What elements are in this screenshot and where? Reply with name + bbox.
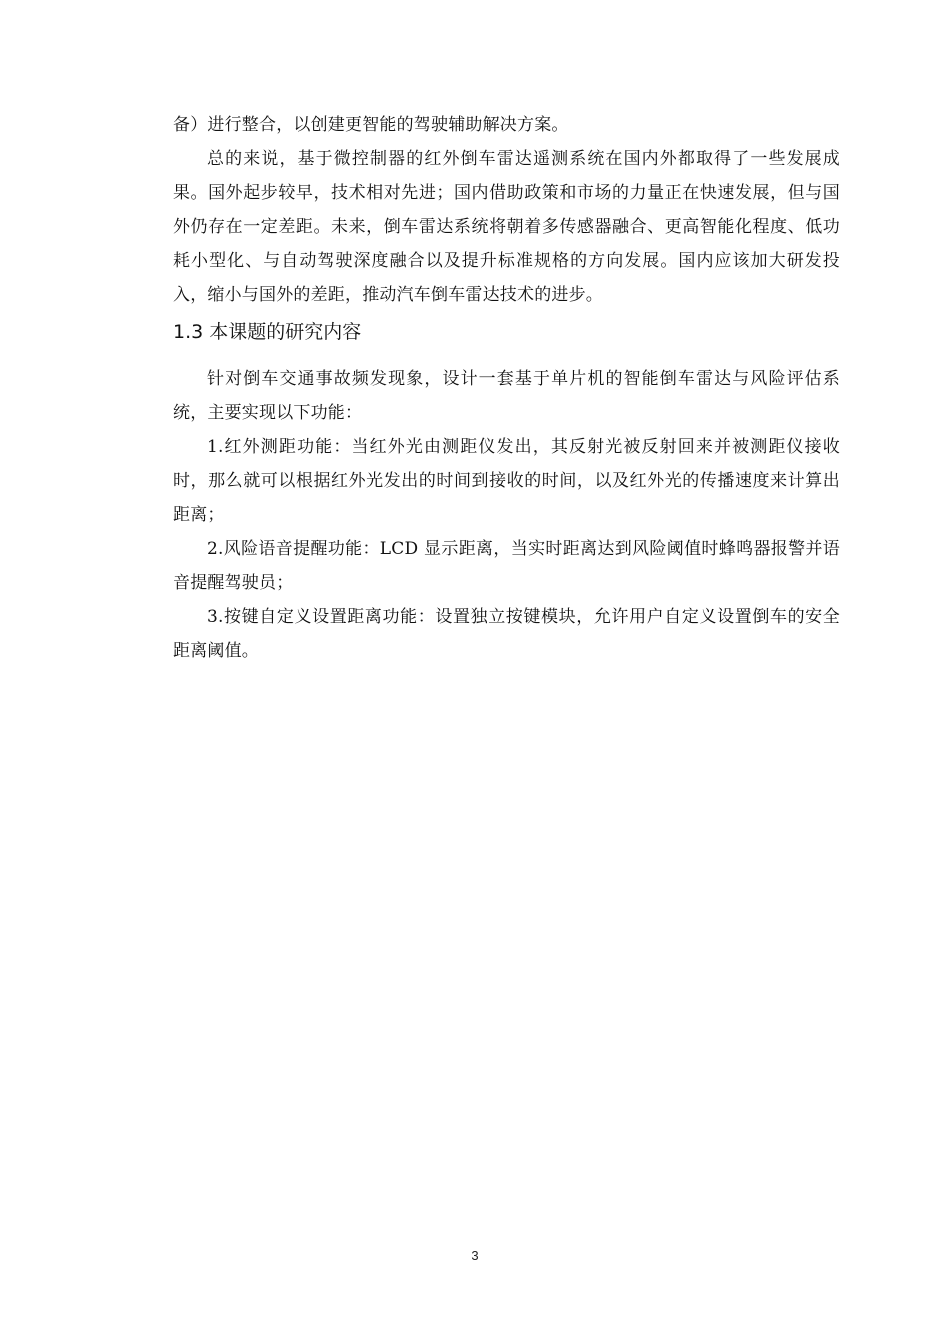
page-content: [173, 108, 840, 668]
section-heading: 1.3 本课题的研究内容: [173, 321, 362, 343]
paragraph-intro: 针对倒车交通事故频发现象，设计一套基于单片机的智能倒车雷达与风险评估系统，主要实现以下功能：: [173, 369, 840, 423]
paragraph-function-1: 1.红外测距功能：当红外光由测距仪发出，其反射光被反射回来并被测距仪接收时，那么就可以根据红外光发出的时间到接收的时间，以及红外光的传播速度来计算出距离；: [173, 437, 840, 525]
paragraph-continuation: 备）进行整合，以创建更智能的驾驶辅助解决方案。: [173, 115, 569, 135]
paragraph-function-3: 3.按键自定义设置距离功能：设置独立按键模块，允许用户自定义设置倒车的安全距离阈值。: [173, 607, 840, 661]
paragraph-summary: 总的来说，基于微控制器的红外倒车雷达遥测系统在国内外都取得了一些发展成果。国外起步较早，技术相对先进；国内借助政策和市场的力量正在快速发展，但与国外仍存在一定差距。未来，倒车雷达系统将朝着多传感器融合、更高智能化程度、低功耗小型化、与自动驾驶深度融合以及提升标准规格的方向发展。国内应该加大研发投入，缩小与国外的差距，推动汽车倒车雷达技术的进步。: [173, 149, 840, 305]
paragraph-function-2: 2.风险语音提醒功能：LCD 显示距离，当实时距离达到风险阈值时蜂鸣器报警并语音提醒驾驶员；: [173, 539, 840, 593]
page-number: 3: [471, 1248, 479, 1263]
